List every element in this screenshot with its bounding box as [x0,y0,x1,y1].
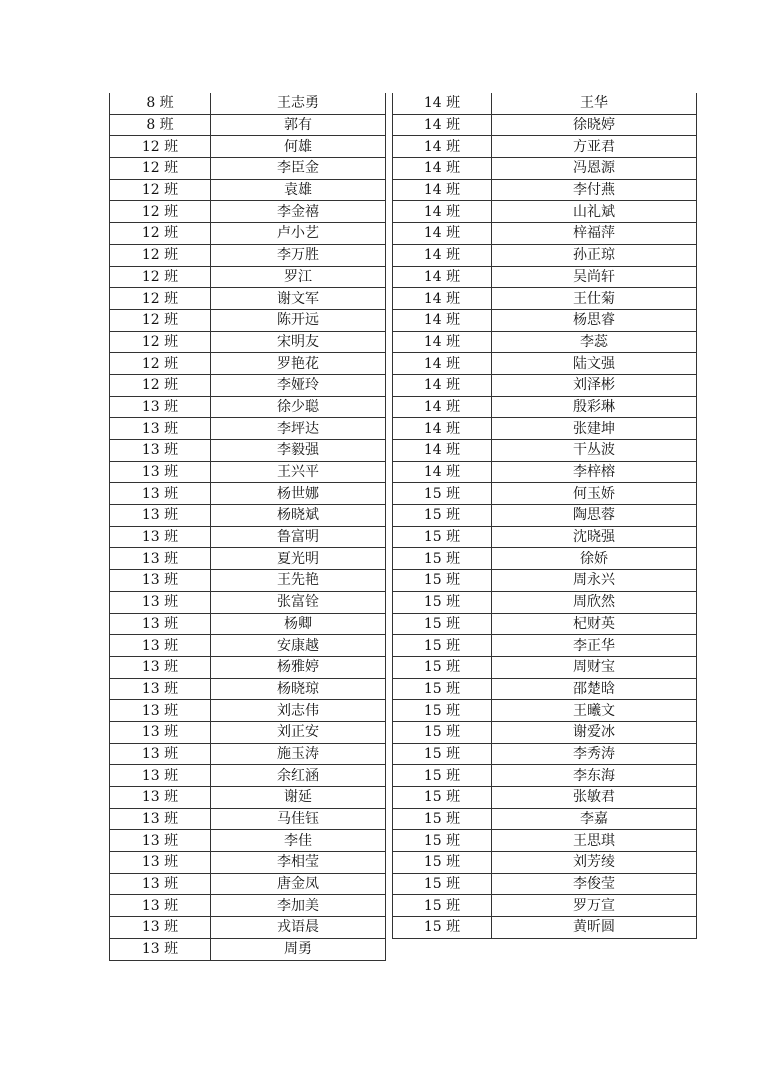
name-cell: 吴尚轩 [492,266,697,288]
table-row [110,440,386,462]
class-cell: 13 班 [110,808,211,830]
class-cell: 14 班 [393,201,492,223]
table-row [393,418,697,440]
name-cell: 干丛波 [492,440,697,462]
table-row [110,678,386,700]
class-cell: 13 班 [110,743,211,765]
table-row [393,635,697,657]
table-row [110,396,386,418]
class-cell: 12 班 [110,244,211,266]
name-cell: 卢小艺 [211,223,386,245]
name-cell: 徐娇 [492,548,697,570]
class-cell: 15 班 [393,852,492,874]
name-cell: 王志勇 [211,93,386,114]
class-cell: 15 班 [393,895,492,917]
class-cell: 14 班 [393,158,492,180]
name-cell: 周勇 [211,938,386,960]
table-row [110,917,386,939]
class-cell: 13 班 [110,396,211,418]
name-cell: 李金禧 [211,201,386,223]
class-cell: 13 班 [110,938,211,960]
table-row [110,808,386,830]
name-cell: 谢延 [211,787,386,809]
class-cell: 15 班 [393,721,492,743]
table-row [393,461,697,483]
class-cell: 15 班 [393,678,492,700]
name-cell: 郭有 [211,114,386,136]
name-cell: 杞财英 [492,613,697,635]
table-row [110,852,386,874]
name-cell: 王思琪 [492,830,697,852]
name-cell: 杨晓斌 [211,505,386,527]
class-cell: 14 班 [393,223,492,245]
class-cell: 15 班 [393,635,492,657]
table-row [393,873,697,895]
class-cell: 13 班 [110,678,211,700]
class-cell: 12 班 [110,158,211,180]
class-cell: 15 班 [393,830,492,852]
table-row [393,331,697,353]
name-cell: 马佳钰 [211,808,386,830]
class-cell: 13 班 [110,570,211,592]
class-cell: 12 班 [110,309,211,331]
class-cell: 13 班 [110,700,211,722]
name-cell: 刘志伟 [211,700,386,722]
table-row [393,852,697,874]
name-cell: 李臣金 [211,158,386,180]
table-row [393,114,697,136]
table-row [110,179,386,201]
class-cell: 13 班 [110,852,211,874]
table-row [110,483,386,505]
class-cell: 13 班 [110,656,211,678]
name-cell: 张富铨 [211,591,386,613]
table-row [110,266,386,288]
table-row [110,548,386,570]
name-cell: 罗江 [211,266,386,288]
table-row [110,830,386,852]
name-cell: 谢文军 [211,288,386,310]
class-cell: 14 班 [393,396,492,418]
name-cell: 唐金凤 [211,873,386,895]
table-row [110,374,386,396]
name-cell: 杨雅婷 [211,656,386,678]
name-cell: 余红涵 [211,765,386,787]
class-cell: 13 班 [110,483,211,505]
name-cell: 何玉娇 [492,483,697,505]
name-cell: 安康越 [211,635,386,657]
class-cell: 15 班 [393,483,492,505]
name-cell: 刘芳绫 [492,852,697,874]
class-cell: 15 班 [393,700,492,722]
class-cell: 14 班 [393,179,492,201]
name-cell: 陶思蓉 [492,505,697,527]
name-cell: 徐晓婷 [492,114,697,136]
table-row [110,114,386,136]
table-row [393,179,697,201]
class-cell: 15 班 [393,765,492,787]
name-cell: 何雄 [211,136,386,158]
name-cell: 李万胜 [211,244,386,266]
class-cell: 14 班 [393,309,492,331]
table-row [110,331,386,353]
table-row [393,201,697,223]
name-cell: 邵楚晗 [492,678,697,700]
class-cell: 12 班 [110,374,211,396]
name-cell: 李付燕 [492,179,697,201]
table-row [393,266,697,288]
table-row [110,418,386,440]
name-cell: 王曦文 [492,700,697,722]
name-cell: 李相莹 [211,852,386,874]
name-cell: 李加美 [211,895,386,917]
class-cell: 15 班 [393,808,492,830]
table-row [393,721,697,743]
class-cell: 15 班 [393,526,492,548]
class-cell: 15 班 [393,873,492,895]
table-row [110,700,386,722]
name-cell: 袁雄 [211,179,386,201]
table-row [110,136,386,158]
class-cell: 13 班 [110,440,211,462]
class-cell: 12 班 [110,223,211,245]
table-row [393,700,697,722]
class-cell: 15 班 [393,591,492,613]
name-cell: 李正华 [492,635,697,657]
table-row [393,656,697,678]
table-row [393,136,697,158]
class-cell: 15 班 [393,743,492,765]
table-row [393,93,697,114]
name-cell: 罗万宣 [492,895,697,917]
class-cell: 12 班 [110,353,211,375]
class-cell: 13 班 [110,461,211,483]
table-row [393,158,697,180]
class-cell: 15 班 [393,656,492,678]
name-cell: 王先艳 [211,570,386,592]
class-cell: 13 班 [110,613,211,635]
name-cell: 张敏君 [492,787,697,809]
table-row [110,158,386,180]
class-cell: 12 班 [110,201,211,223]
class-cell: 13 班 [110,765,211,787]
table-row [110,223,386,245]
table-row [393,613,697,635]
class-cell: 12 班 [110,179,211,201]
name-cell: 徐少聪 [211,396,386,418]
class-cell: 15 班 [393,505,492,527]
name-cell: 陆文强 [492,353,697,375]
table-row [393,765,697,787]
name-cell: 山礼斌 [492,201,697,223]
table-row [393,396,697,418]
name-cell: 杨世娜 [211,483,386,505]
class-cell: 13 班 [110,895,211,917]
name-cell: 罗艳花 [211,353,386,375]
name-cell: 李俊莹 [492,873,697,895]
name-cell: 周财宝 [492,656,697,678]
name-cell: 宋明友 [211,331,386,353]
table-row [393,808,697,830]
class-cell: 13 班 [110,873,211,895]
class-cell: 13 班 [110,787,211,809]
table-row [393,830,697,852]
name-cell: 梓福萍 [492,223,697,245]
table-row [110,309,386,331]
table-row [110,570,386,592]
name-cell: 杨晓琼 [211,678,386,700]
name-cell: 冯恩源 [492,158,697,180]
table-row [110,505,386,527]
name-cell: 方亚君 [492,136,697,158]
class-cell: 14 班 [393,374,492,396]
name-cell: 周永兴 [492,570,697,592]
class-cell: 15 班 [393,613,492,635]
table-row [393,483,697,505]
name-cell: 殷彩琳 [492,396,697,418]
class-cell: 8 班 [110,114,211,136]
class-cell: 13 班 [110,505,211,527]
class-cell: 12 班 [110,331,211,353]
table-row [110,591,386,613]
table-row [393,743,697,765]
name-cell: 夏光明 [211,548,386,570]
table-row [110,461,386,483]
table-row [110,721,386,743]
name-cell: 陈开远 [211,309,386,331]
name-cell: 李秀涛 [492,743,697,765]
table-row [393,917,697,939]
name-cell: 施玉涛 [211,743,386,765]
name-cell: 刘正安 [211,721,386,743]
table-row [110,635,386,657]
class-cell: 12 班 [110,266,211,288]
name-cell: 杨卿 [211,613,386,635]
table-row [393,526,697,548]
name-cell: 李东海 [492,765,697,787]
table-row [110,938,386,960]
table-row [393,223,697,245]
table-row [393,787,697,809]
class-cell: 13 班 [110,917,211,939]
class-cell: 14 班 [393,93,492,114]
table-row [110,613,386,635]
roster-table-left [109,93,386,961]
table-row [110,201,386,223]
table-row [393,288,697,310]
class-cell: 13 班 [110,721,211,743]
table-row [393,591,697,613]
table-row [110,743,386,765]
name-cell: 黄昕圆 [492,917,697,939]
name-cell: 李蕊 [492,331,697,353]
table-row [110,93,386,114]
class-cell: 14 班 [393,440,492,462]
table-row [393,309,697,331]
name-cell: 李梓榕 [492,461,697,483]
table-row [393,548,697,570]
roster-table-right [392,93,697,939]
roster-table-left-body [110,93,386,960]
table-row [393,895,697,917]
name-cell: 王兴平 [211,461,386,483]
class-cell: 15 班 [393,787,492,809]
class-cell: 14 班 [393,461,492,483]
table-row [393,244,697,266]
name-cell: 刘泽彬 [492,374,697,396]
name-cell: 李毅强 [211,440,386,462]
class-cell: 14 班 [393,266,492,288]
table-row [110,656,386,678]
class-cell: 15 班 [393,917,492,939]
class-cell: 14 班 [393,418,492,440]
class-cell: 14 班 [393,136,492,158]
table-row [110,765,386,787]
class-cell: 13 班 [110,526,211,548]
name-cell: 李娅玲 [211,374,386,396]
table-row [393,353,697,375]
class-cell: 13 班 [110,591,211,613]
name-cell: 周欣然 [492,591,697,613]
table-row [393,505,697,527]
class-cell: 13 班 [110,635,211,657]
table-row [393,374,697,396]
table-row [110,895,386,917]
name-cell: 孙正琼 [492,244,697,266]
roster-table-right-body [393,93,697,938]
table-row [393,570,697,592]
class-cell: 14 班 [393,353,492,375]
class-cell: 14 班 [393,244,492,266]
name-cell: 李佳 [211,830,386,852]
table-row [393,678,697,700]
name-cell: 张建坤 [492,418,697,440]
name-cell: 王仕菊 [492,288,697,310]
name-cell: 鲁富明 [211,526,386,548]
name-cell: 王华 [492,93,697,114]
name-cell: 李嘉 [492,808,697,830]
table-row [110,526,386,548]
table-row [110,244,386,266]
name-cell: 李坪达 [211,418,386,440]
class-cell: 12 班 [110,136,211,158]
table-row [393,440,697,462]
class-cell: 8 班 [110,93,211,114]
name-cell: 戎语晨 [211,917,386,939]
table-row [110,288,386,310]
class-cell: 14 班 [393,288,492,310]
table-row [110,353,386,375]
name-cell: 杨思睿 [492,309,697,331]
class-cell: 13 班 [110,548,211,570]
class-cell: 13 班 [110,418,211,440]
class-cell: 14 班 [393,114,492,136]
table-row [110,873,386,895]
class-cell: 14 班 [393,331,492,353]
class-cell: 13 班 [110,830,211,852]
name-cell: 谢爱冰 [492,721,697,743]
table-row [110,787,386,809]
class-cell: 15 班 [393,570,492,592]
name-cell: 沈晓强 [492,526,697,548]
class-cell: 15 班 [393,548,492,570]
class-cell: 12 班 [110,288,211,310]
